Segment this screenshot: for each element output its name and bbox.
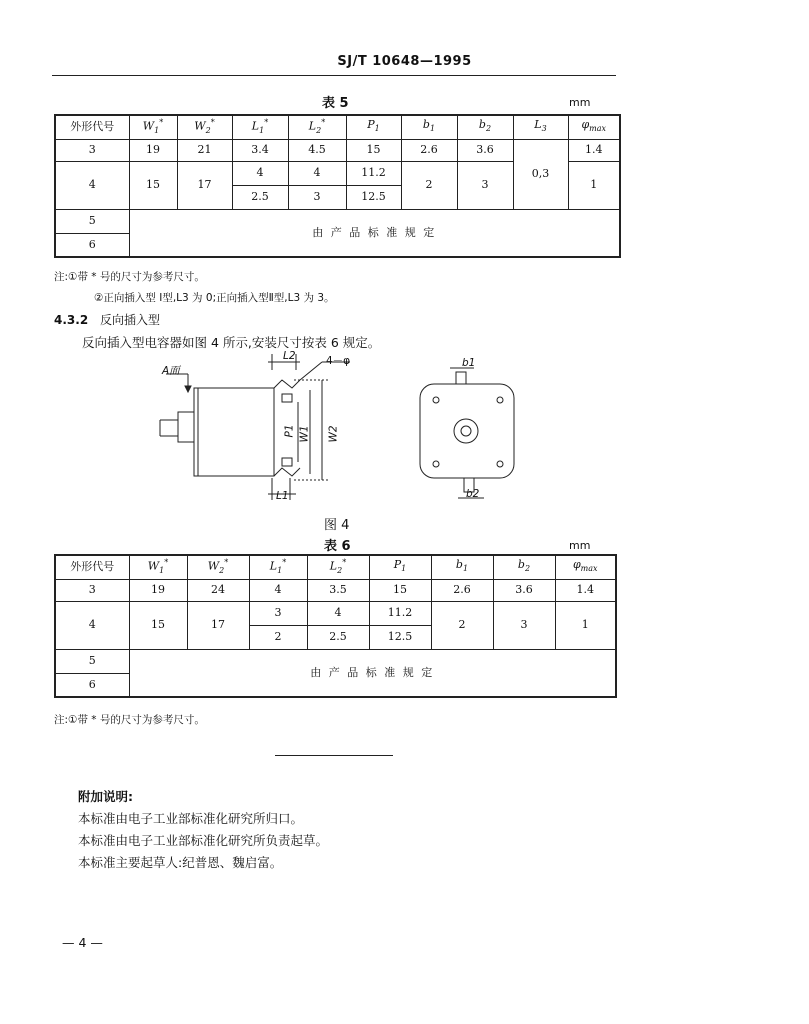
table6-note: 注:①带 * 号的尺寸为参考尺寸。 bbox=[54, 714, 205, 726]
cell: 1.4 bbox=[555, 579, 616, 601]
table5-unit: mm bbox=[569, 96, 591, 109]
cell: 6 bbox=[55, 673, 129, 697]
col-header: $L_2^*$ bbox=[288, 115, 346, 139]
cell: 12.5 bbox=[369, 625, 431, 649]
cell: 15 bbox=[129, 601, 187, 649]
cell: 4.5 bbox=[288, 139, 346, 161]
cell: 4 bbox=[249, 579, 307, 601]
table5-caption: 表 5 bbox=[322, 96, 349, 111]
cell: 15 bbox=[369, 579, 431, 601]
cell: 15 bbox=[346, 139, 401, 161]
table-row bbox=[55, 139, 620, 161]
col-header: $L_1^*$ bbox=[249, 555, 307, 579]
cell: 2 bbox=[249, 625, 307, 649]
cell: 3 bbox=[55, 579, 129, 601]
standard-number: SJ/T 10648—1995 bbox=[337, 54, 472, 69]
cell: 3 bbox=[249, 601, 307, 625]
cell: 由 产 品 标 准 规 定 bbox=[129, 209, 620, 257]
col-header: $b_2$ bbox=[493, 555, 555, 579]
table6-caption: 表 6 bbox=[324, 539, 351, 554]
end-rule bbox=[275, 755, 393, 756]
cell: 19 bbox=[129, 579, 187, 601]
cell: 1.4 bbox=[568, 139, 620, 161]
table5 bbox=[54, 114, 621, 258]
pin-bottom bbox=[282, 458, 292, 466]
figure-caption: 图 4 bbox=[324, 518, 350, 533]
col-header: $L_3$ bbox=[513, 115, 568, 139]
col-header: $\varphi_{max}$ bbox=[555, 555, 616, 579]
cell: 3 bbox=[493, 601, 555, 649]
cell: 4 bbox=[307, 601, 369, 625]
cell: 17 bbox=[187, 601, 249, 649]
cell: 11.2 bbox=[369, 601, 431, 625]
cell: 由 产 品 标 准 规 定 bbox=[129, 649, 616, 697]
mount-hole bbox=[433, 461, 439, 467]
center-hole-outer bbox=[454, 419, 478, 443]
page-number: — 4 — bbox=[62, 935, 103, 950]
label-w2: W2 bbox=[327, 425, 340, 443]
label-l2: L2 bbox=[283, 350, 296, 362]
mount-hole bbox=[433, 397, 439, 403]
col-header: $b_1$ bbox=[431, 555, 493, 579]
cell: 1 bbox=[568, 161, 620, 209]
center-hole-inner bbox=[461, 426, 471, 436]
label-b1: b1 bbox=[462, 357, 476, 369]
label-l1: L1 bbox=[276, 490, 289, 502]
cell: 3.4 bbox=[232, 139, 288, 161]
cell: 3 bbox=[457, 161, 513, 209]
cell: 19 bbox=[129, 139, 177, 161]
cell: 11.2 bbox=[346, 161, 401, 185]
col-header: $P_1$ bbox=[369, 555, 431, 579]
cell: 5 bbox=[55, 649, 129, 673]
cell: 3.5 bbox=[307, 579, 369, 601]
table-row bbox=[55, 601, 616, 625]
table6-header-row bbox=[55, 555, 616, 579]
cell: 3.6 bbox=[493, 579, 555, 601]
appendix-line: 本标准由电子工业部标准化研究所归口。 bbox=[78, 811, 304, 826]
mount-hole bbox=[497, 461, 503, 467]
cell: 4 bbox=[55, 161, 129, 209]
col-header: $W_1^*$ bbox=[129, 555, 187, 579]
label-b2: b2 bbox=[466, 488, 480, 500]
capacitor-body bbox=[194, 388, 274, 476]
tab-top bbox=[456, 372, 466, 384]
cell: 0,3 bbox=[513, 139, 568, 209]
col-header: $W_1^*$ bbox=[129, 115, 177, 139]
header-rule bbox=[52, 75, 616, 76]
cell: 3 bbox=[288, 185, 346, 209]
label-4-phi: 4－φ bbox=[326, 355, 351, 367]
bracket-top bbox=[274, 380, 300, 388]
table-row bbox=[55, 649, 616, 673]
appendix-line: 本标准由电子工业部标准化研究所负责起草。 bbox=[78, 833, 329, 848]
col-header: $W_2^*$ bbox=[177, 115, 232, 139]
col-header: $P_1$ bbox=[346, 115, 401, 139]
cell: 1 bbox=[555, 601, 616, 649]
section-heading bbox=[54, 311, 160, 328]
section-body: 反向插入型电容器如图 4 所示,安装尺寸按表 6 规定。 bbox=[82, 335, 381, 350]
col-header: $b_1$ bbox=[401, 115, 457, 139]
a-face-arrow bbox=[185, 386, 191, 392]
pin-top bbox=[282, 394, 292, 402]
col-header: 外形代号 bbox=[55, 115, 129, 139]
cell: 4 bbox=[232, 161, 288, 185]
table-row bbox=[55, 209, 620, 233]
cell: 2.5 bbox=[307, 625, 369, 649]
col-header: $W_2^*$ bbox=[187, 555, 249, 579]
cell: 21 bbox=[177, 139, 232, 161]
cell: 17 bbox=[177, 161, 232, 209]
cell: 2.5 bbox=[232, 185, 288, 209]
col-header: $L_1^*$ bbox=[232, 115, 288, 139]
table5-header-row bbox=[55, 115, 620, 139]
section-number: 4.3.2 bbox=[54, 313, 89, 327]
label-a-face: A面 bbox=[162, 365, 180, 377]
figure-4-drawing bbox=[150, 350, 550, 510]
cell: 4 bbox=[288, 161, 346, 185]
appendix-title: 附加说明: bbox=[78, 789, 133, 804]
table5-note-2: ②正向插入型 Ⅰ型,L3 为 0;正向插入型Ⅱ型,L3 为 3。 bbox=[94, 292, 335, 304]
cell: 3.6 bbox=[457, 139, 513, 161]
cell: 2.6 bbox=[431, 579, 493, 601]
cell: 6 bbox=[55, 233, 129, 257]
cell: 4 bbox=[55, 601, 129, 649]
col-header: $b_2$ bbox=[457, 115, 513, 139]
cell: 5 bbox=[55, 209, 129, 233]
label-p1: P1 bbox=[283, 424, 296, 438]
appendix-line: 本标准主要起草人:纪普恩、魏启富。 bbox=[78, 855, 283, 870]
table5-note-1: 注:①带 * 号的尺寸为参考尺寸。 bbox=[54, 271, 205, 283]
cell: 24 bbox=[187, 579, 249, 601]
bracket-bottom bbox=[274, 468, 300, 476]
col-header: $\varphi_{max}$ bbox=[568, 115, 620, 139]
cell: 2.6 bbox=[401, 139, 457, 161]
mount-hole bbox=[497, 397, 503, 403]
cell: 2 bbox=[431, 601, 493, 649]
cell: 2 bbox=[401, 161, 457, 209]
label-w1: W1 bbox=[298, 425, 311, 443]
table6-unit: mm bbox=[569, 539, 591, 552]
cell: 12.5 bbox=[346, 185, 401, 209]
capacitor-terminal bbox=[178, 412, 194, 442]
cell: 15 bbox=[129, 161, 177, 209]
cell: 3 bbox=[55, 139, 129, 161]
table-row bbox=[55, 579, 616, 601]
col-header: 外形代号 bbox=[55, 555, 129, 579]
table6 bbox=[54, 554, 617, 698]
section-title: 反向插入型 bbox=[100, 313, 161, 327]
col-header: $L_2^*$ bbox=[307, 555, 369, 579]
